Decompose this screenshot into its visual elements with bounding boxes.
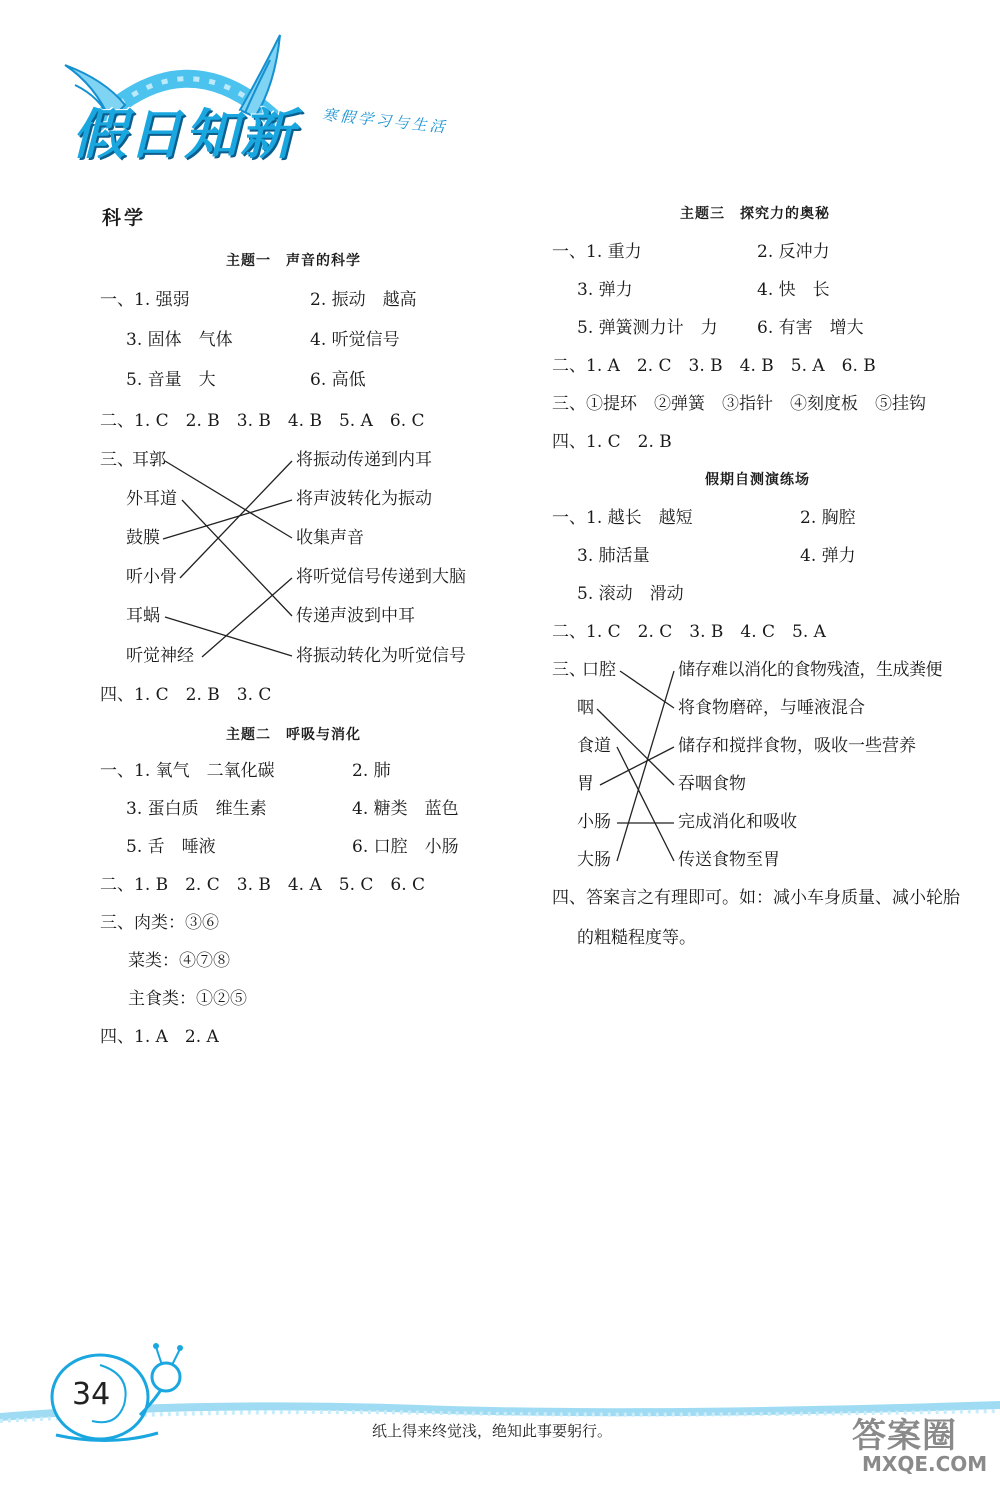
topic3-title: 主题三 探究力的奥秘 [680, 206, 830, 222]
ear-left-2: 鼓膜 [126, 528, 160, 548]
subject-heading: 科学 [102, 207, 147, 229]
ear-right-1: 将声波转化为振动 [296, 489, 432, 509]
topic2-s1-r1-a: 一、1. 氧气 二氧化碳 [100, 761, 275, 781]
topic3-s1-r1-b: 2. 反冲力 [757, 242, 830, 262]
test-s3-prefix: 三、 [552, 660, 586, 680]
digest-right-1: 将食物磨碎，与唾液混合 [678, 698, 865, 718]
topic1-s1-r2-b: 4. 听觉信号 [310, 330, 400, 350]
topic3-s1-r2-b: 4. 快 长 [757, 280, 830, 300]
ear-right-3: 将听觉信号传递到大脑 [296, 567, 466, 587]
test-s4-l1: 四、答案言之有理即可。如：减小车身质量、减小轮胎 [552, 888, 960, 908]
topic1-s2: 二、1. C 2. B 3. B 4. B 5. A 6. C [100, 411, 425, 431]
ear-left-5: 听觉神经 [126, 646, 194, 666]
topic1-s1-r1-b: 2. 振动 越高 [310, 290, 417, 310]
topic1-s4: 四、1. C 2. B 3. C [100, 685, 272, 705]
topic1-s1-r3-a: 5. 音量 大 [126, 370, 216, 390]
ear-left-1: 外耳道 [126, 489, 177, 509]
topic2-s1-r3-b: 6. 口腔 小肠 [352, 837, 459, 857]
topic2-s3-l1: 三、肉类：③⑥ [100, 913, 219, 933]
test-s1-r1-a: 一、1. 越长 越短 [552, 508, 693, 528]
watermark-url: MXQE.COM [862, 1452, 988, 1476]
logo-title: 假日知新 [72, 103, 296, 166]
ear-left-4: 耳蜗 [126, 606, 160, 626]
topic3-s1-r3-b: 6. 有害 增大 [757, 318, 864, 338]
topic2-s1-r2-b: 4. 糖类 蓝色 [352, 799, 459, 819]
digest-right-2: 储存和搅拌食物，吸收一些营养 [678, 736, 916, 756]
topic2-s1-r2-a: 3. 蛋白质 维生素 [126, 799, 267, 819]
topic2-s3-l2: 菜类：④⑦⑧ [128, 951, 230, 971]
digest-right-4: 完成消化和吸收 [678, 812, 797, 832]
topic3-s1-r2-a: 3. 弹力 [577, 280, 633, 300]
ear-right-5: 将振动转化为听觉信号 [296, 646, 466, 666]
topic2-title: 主题二 呼吸与消化 [226, 727, 361, 743]
topic1-s3-prefix: 三、 [100, 450, 134, 470]
watermark-main: 答案圈 [852, 1416, 957, 1456]
digest-left-0: 口腔 [582, 660, 616, 680]
topic2-s4: 四、1. A 2. A [100, 1027, 219, 1047]
topic2-s2: 二、1. B 2. C 3. B 4. A 5. C 6. C [100, 875, 426, 895]
digest-right-5: 传送食物至胃 [678, 850, 780, 870]
page-number: 34 [72, 1377, 111, 1412]
logo-slogan: 寒假学习与生活 [321, 105, 449, 137]
topic1-s1-r1-a: 一、1. 强弱 [100, 290, 190, 310]
digest-right-0: 储存难以消化的食物残渣，生成粪便 [678, 660, 942, 680]
digest-left-3: 胃 [577, 774, 594, 794]
test-s1-r1-b: 2. 胸腔 [800, 508, 856, 528]
topic2-s3-l3: 主食类：①②⑤ [128, 989, 247, 1009]
ear-right-2: 收集声音 [296, 528, 364, 548]
topic3-s4: 四、1. C 2. B [552, 432, 672, 452]
topic1-s1-r3-b: 6. 高低 [310, 370, 366, 390]
test-s4-l2: 的粗糙程度等。 [577, 928, 696, 948]
footer-motto: 纸上得来终觉浅，绝知此事要躬行。 [372, 1422, 613, 1440]
ear-left-3: 听小骨 [126, 567, 177, 587]
digest-right-3: 吞咽食物 [678, 774, 746, 794]
test-s1-r2-b: 4. 弹力 [800, 546, 856, 566]
test-s2: 二、1. C 2. C 3. B 4. C 5. A [552, 622, 826, 642]
topic1-title: 主题一 声音的科学 [226, 253, 361, 269]
digest-left-5: 大肠 [577, 850, 611, 870]
test-s1-r3-a: 5. 滚动 滑动 [577, 584, 684, 604]
ear-right-4: 传递声波到中耳 [296, 606, 415, 626]
ear-left-0: 耳郭 [132, 450, 166, 470]
digest-left-2: 食道 [577, 736, 611, 756]
topic1-s1-r2-a: 3. 固体 气体 [126, 330, 233, 350]
topic2-s1-r1-b: 2. 肺 [352, 761, 391, 781]
topic3-s1-r3-a: 5. 弹簧测力计 力 [577, 318, 718, 338]
digest-left-1: 咽 [577, 698, 594, 718]
topic3-s3: 三、①提环 ②弹簧 ③指针 ④刻度板 ⑤挂钩 [552, 394, 926, 414]
topic2-s1-r3-a: 5. 舌 唾液 [126, 837, 216, 857]
snail-icon [40, 1335, 190, 1455]
digest-left-4: 小肠 [577, 812, 611, 832]
topic3-s2: 二、1. A 2. C 3. B 4. B 5. A 6. B [552, 356, 876, 376]
test-title: 假期自测演练场 [705, 472, 810, 488]
test-s1-r2-a: 3. 肺活量 [577, 546, 650, 566]
topic3-s1-r1-a: 一、1. 重力 [552, 242, 642, 262]
ear-right-0: 将振动传递到内耳 [296, 450, 432, 470]
